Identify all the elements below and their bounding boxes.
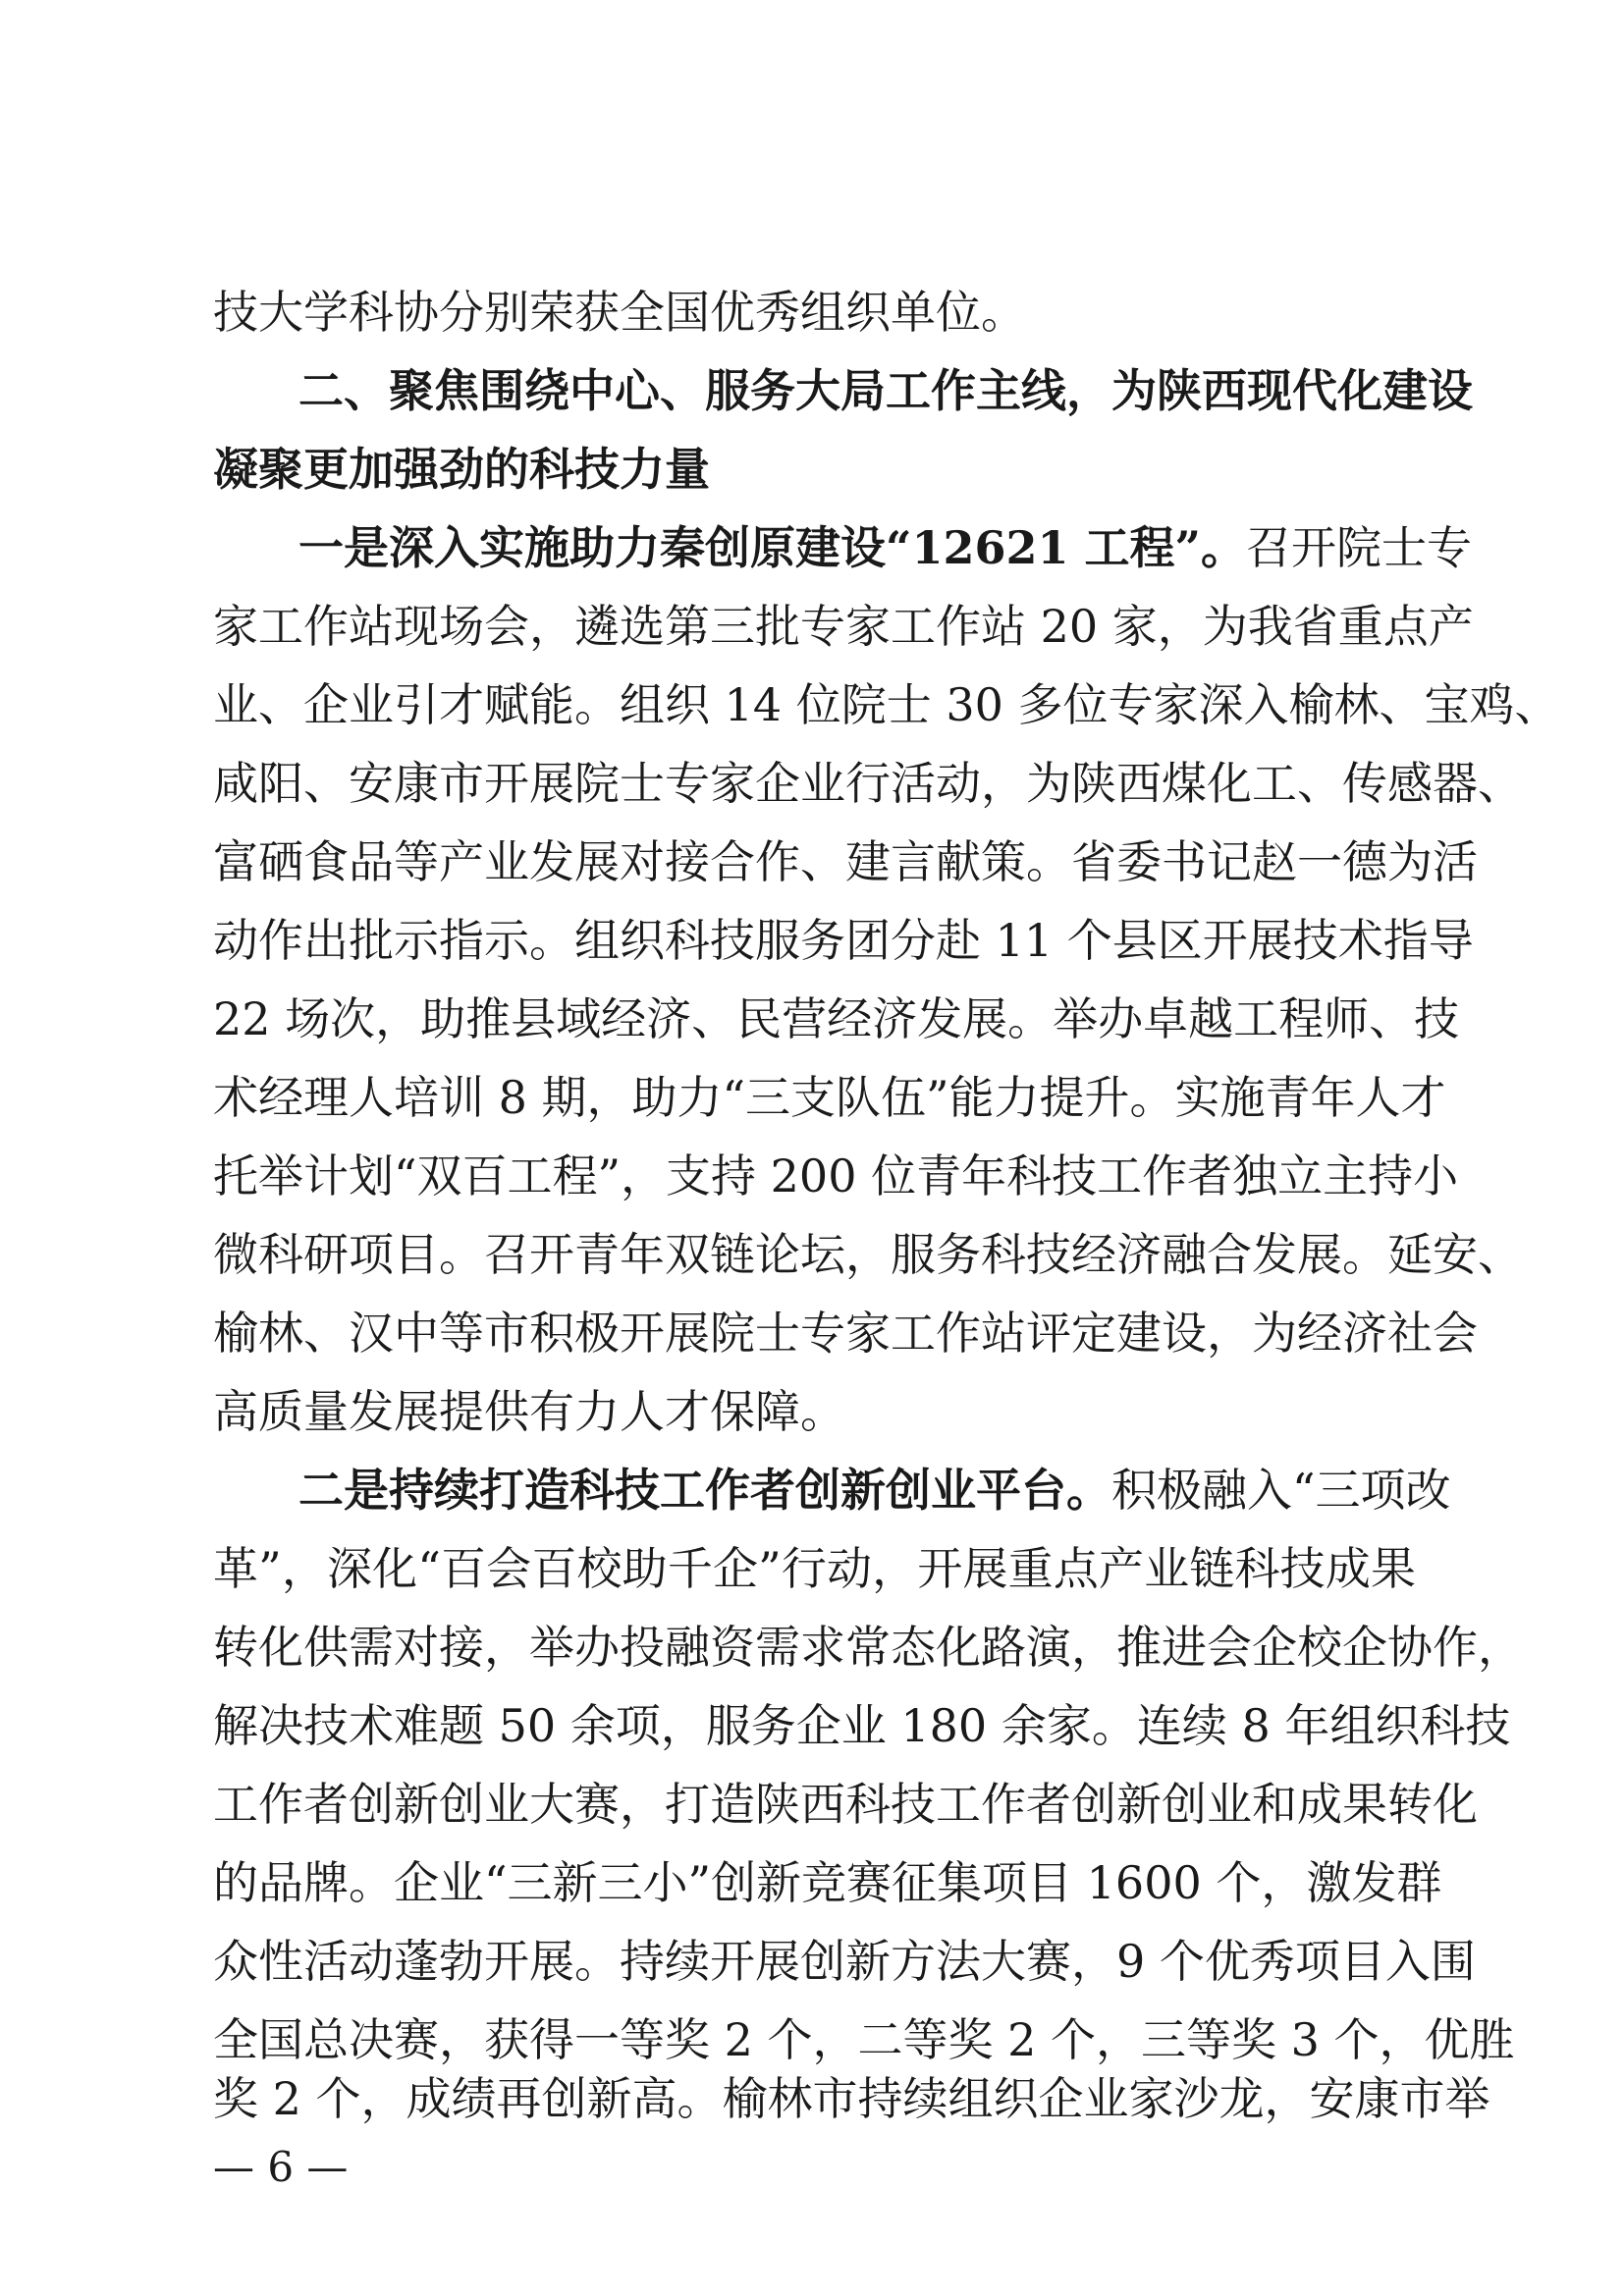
paragraph-first-line [298,518,1472,577]
paragraph-lead-heading: 二是持续打造科技工作者创新创业平台。 [298,1464,1111,1517]
paragraph-line [213,1382,1416,1441]
paragraph-line [213,832,1478,891]
section-heading-line-1 [298,361,1473,420]
paragraph-line [213,1304,1478,1362]
paragraph-line [213,1147,1459,1205]
paragraph-line [213,1618,1523,1677]
line-text: 术经理人培训 8 期，助力“三支队伍”能力提升。实施青年人才 [213,1071,1446,1124]
paragraph-line [213,1696,1511,1755]
line-text: 工作者创新创业大赛，打造陕西科技工作者创新创业和成果转化 [213,1778,1478,1831]
paragraph-lead-heading: 一是深入实施助力秦创原建设“12621 工程”。 [298,521,1246,574]
paragraph-line [213,597,1474,656]
line-text: 二、聚焦围绕中心、服务大局工作主线，为陕西现代化建设 [298,364,1473,417]
paragraph-line [213,1775,1478,1834]
paragraph-line [213,1932,1476,1991]
page-number: — 6 — [213,2143,349,2191]
paragraph-line [213,2069,1490,2128]
paragraph-line [213,989,1460,1048]
line-text: 技大学科协分别荣获全国优秀组织单位。 [213,286,1026,339]
line-text: 动作出批示指示。组织科技服务团分赴 11 个县区开展技术指导 [213,914,1474,967]
line-text: 全国总决赛，获得一等奖 2 个，二等奖 2 个，三等奖 3 个，优胜 [213,2013,1515,2066]
line-text: 咸阳、安康市开展院士专家企业行活动，为陕西煤化工、传感器、 [213,757,1523,810]
line-text: 革”，深化“百会百校助千企”行动，开展重点产业链科技成果 [213,1542,1416,1595]
line-text: 业、企业引才赋能。组织 14 位院士 30 多位专家深入榆林、宝鸡、 [213,678,1560,731]
line-text: 家工作站现场会，遴选第三批专家工作站 20 家，为我省重点产 [213,600,1474,653]
line-text: 微科研项目。召开青年双链论坛，服务科技经济融合发展。延安、 [213,1228,1523,1281]
paragraph-line [213,675,1560,734]
section-heading-line-2 [213,440,1416,499]
line-text: 众性活动蓬勃开展。持续开展创新方法大赛，9 个优秀项目入围 [213,1935,1476,1988]
line-text: 的品牌。企业“三新三小”创新竞赛征集项目 1600 个，激发群 [213,1856,1442,1909]
line-text: 召开院士专 [1245,521,1472,574]
paragraph-line [213,1068,1446,1127]
paragraph-line [213,283,1416,342]
paragraph-line [213,1853,1442,1912]
paragraph-line [213,911,1474,970]
line-text: 22 场次，助推县域经济、民营经济发展。举办卓越工程师、技 [213,992,1460,1045]
line-text: 榆林、汉中等市积极开展院士专家工作站评定建设，为经济社会 [213,1307,1478,1360]
paragraph-line [213,1539,1416,1598]
line-text: 奖 2 个，成绩再创新高。榆林市持续组织企业家沙龙，安康市举 [213,2072,1490,2125]
line-text: 凝聚更加强劲的科技力量 [213,443,710,496]
paragraph-line [213,2010,1515,2069]
paragraph-line [213,1225,1523,1284]
paragraph-line [213,754,1523,813]
line-text: 富硒食品等产业发展对接合作、建言献策。省委书记赵一德为活 [213,835,1478,888]
line-text: 积极融入“三项改 [1111,1464,1451,1517]
line-text: 托举计划“双百工程”，支持 200 位青年科技工作者独立主持小 [213,1149,1459,1202]
paragraph-first-line [298,1461,1451,1520]
line-text: 转化供需对接，举办投融资需求常态化路演，推进会企校企协作， [213,1621,1523,1674]
line-text: 高质量发展提供有力人才保障。 [213,1385,845,1438]
line-text: 解决技术难题 50 余项，服务企业 180 余家。连续 8 年组织科技 [213,1699,1511,1752]
